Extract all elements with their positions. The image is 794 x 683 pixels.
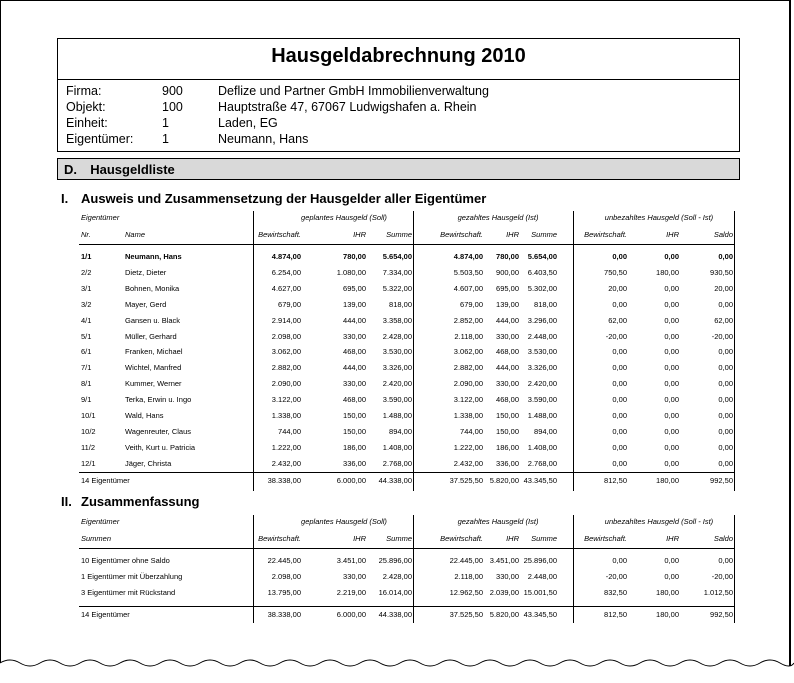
row-value: 894,00 xyxy=(389,426,412,436)
info-value: Neumann, Hans xyxy=(218,132,309,146)
info-label: Einheit: xyxy=(66,116,108,130)
row-value: 2.882,00 xyxy=(271,363,301,373)
row-value: 186,00 xyxy=(496,442,519,452)
row-nr: 10/2 xyxy=(81,426,96,436)
row-value: 2.428,00 xyxy=(382,572,412,581)
total-value: 43.345,50 xyxy=(523,610,557,619)
row-value: 2.118,00 xyxy=(454,331,483,341)
row-value: 5.322,00 xyxy=(382,283,412,293)
row-value: 679,00 xyxy=(278,299,301,309)
row-value: 0,00 xyxy=(664,556,679,565)
row-value: 0,00 xyxy=(612,556,627,565)
row-value: 5.654,00 xyxy=(382,252,412,261)
row-nr: 6/1 xyxy=(81,347,92,357)
owners-table xyxy=(79,211,735,491)
row-value: 15.001,50 xyxy=(523,588,557,597)
row-value: 2.420,00 xyxy=(382,379,412,389)
row-value: 2.914,00 xyxy=(271,315,301,325)
total-value: 992,50 xyxy=(710,610,733,619)
row-value: 180,00 xyxy=(656,267,679,277)
row-value: 13.795,00 xyxy=(267,588,301,597)
total-label: 14 Eigentümer xyxy=(81,475,130,485)
col-group-ist: gezahltes Hausgeld (Ist) xyxy=(457,517,539,526)
row-value: 444,00 xyxy=(343,315,366,325)
row-value: 150,00 xyxy=(496,411,519,420)
total-value: 37.525,50 xyxy=(449,475,483,485)
total-value: 38.338,00 xyxy=(267,610,301,619)
row-name: Müller, Gerhard xyxy=(125,331,177,341)
row-name: Wald, Hans xyxy=(125,411,164,420)
col-header: Bewirtschaft. xyxy=(440,230,483,239)
row-value: 330,00 xyxy=(496,331,519,341)
row-value: 894,00 xyxy=(534,426,557,436)
col-header: IHR xyxy=(666,534,679,543)
col-group-diff: unbezahltes Hausgeld (Soll - Ist) xyxy=(604,213,714,222)
col-header: Saldo xyxy=(713,230,733,239)
row-nr: 7/1 xyxy=(81,363,92,373)
row-value: 3.326,00 xyxy=(382,363,412,373)
row-value: 3.530,00 xyxy=(382,347,412,357)
row-value: 0,00 xyxy=(664,363,679,373)
row-value: 2.098,00 xyxy=(271,331,301,341)
row-value: 0,00 xyxy=(612,411,627,420)
info-value: Deflize und Partner GmbH Immobilienverwaltung xyxy=(218,84,489,98)
row-label: 1 Eigentümer mit Überzahlung xyxy=(81,572,183,581)
row-value: 2.219,00 xyxy=(336,588,366,597)
row-value: 22.445,00 xyxy=(267,556,301,565)
row-value: -20,00 xyxy=(711,331,733,341)
row-value: 0,00 xyxy=(664,426,679,436)
row-value: 0,00 xyxy=(664,395,679,405)
col-header: Summe xyxy=(531,534,557,543)
row-value: 0,00 xyxy=(718,556,733,565)
row-value: 0,00 xyxy=(612,442,627,452)
row-value: 0,00 xyxy=(664,379,679,389)
total-value: 43.345,50 xyxy=(523,475,557,485)
part2-number: II. xyxy=(61,494,72,509)
total-value: 180,00 xyxy=(656,475,679,485)
row-value: 1.222,00 xyxy=(271,442,301,452)
col-header: IHR xyxy=(353,230,366,239)
row-value: 744,00 xyxy=(460,426,483,436)
row-nr: 9/1 xyxy=(81,395,92,405)
row-value: 4.874,00 xyxy=(453,252,483,261)
row-value: 0,00 xyxy=(664,252,679,261)
row-value: 0,00 xyxy=(612,299,627,309)
row-value: 2.448,00 xyxy=(527,572,557,581)
row-value: 1.222,00 xyxy=(453,442,483,452)
row-value: 6.403,50 xyxy=(527,267,557,277)
total-value: 180,00 xyxy=(656,610,679,619)
torn-edge xyxy=(0,653,794,683)
row-value: 0,00 xyxy=(664,299,679,309)
row-value: 1.408,00 xyxy=(382,442,412,452)
row-value: 150,00 xyxy=(343,411,366,420)
row-value: 0,00 xyxy=(718,426,733,436)
row-nr: 3/2 xyxy=(81,299,92,309)
row-value: 25.896,00 xyxy=(523,556,557,565)
row-value: 695,00 xyxy=(343,283,366,293)
row-value: 0,00 xyxy=(664,411,679,420)
col-header: Bewirtschaft. xyxy=(584,534,627,543)
row-value: 695,00 xyxy=(496,283,519,293)
info-label: Firma: xyxy=(66,84,102,98)
row-value: 16.014,00 xyxy=(378,588,412,597)
info-value: Laden, EG xyxy=(218,116,278,130)
row-name: Bohnen, Monika xyxy=(125,283,180,293)
row-name: Mayer, Gerd xyxy=(125,299,167,309)
row-value: 0,00 xyxy=(718,347,733,357)
row-value: 3.296,00 xyxy=(527,315,557,325)
section-letter: D. xyxy=(64,162,77,177)
row-value: 3.451,00 xyxy=(336,556,366,565)
total-value: 6.000,00 xyxy=(336,475,366,485)
row-value: 330,00 xyxy=(343,572,366,581)
row-value: 744,00 xyxy=(278,426,301,436)
row-value: 12.962,50 xyxy=(449,588,483,597)
info-label: Objekt: xyxy=(66,100,106,114)
row-value: 0,00 xyxy=(664,458,679,468)
row-value: 0,00 xyxy=(664,331,679,341)
col-header: Saldo xyxy=(713,534,733,543)
info-label: Eigentümer: xyxy=(66,132,134,146)
info-value: Hauptstraße 47, 67067 Ludwigshafen a. Rhein xyxy=(218,100,477,114)
row-value: 1.012,50 xyxy=(703,588,733,597)
row-nr: 4/1 xyxy=(81,315,92,325)
row-value: 2.420,00 xyxy=(527,379,557,389)
row-nr: 12/1 xyxy=(81,458,96,468)
row-value: 0,00 xyxy=(718,252,733,261)
row-value: 468,00 xyxy=(343,347,366,357)
row-value: 2.432,00 xyxy=(271,458,301,468)
row-value: 336,00 xyxy=(496,458,519,468)
row-nr: 5/1 xyxy=(81,331,92,341)
row-value: 330,00 xyxy=(343,331,366,341)
row-name: Wichtel, Manfred xyxy=(125,363,182,373)
summary-table xyxy=(79,515,735,623)
row-value: 444,00 xyxy=(496,315,519,325)
row-value: 1.338,00 xyxy=(453,411,483,420)
row-value: 818,00 xyxy=(389,299,412,309)
row-value: 468,00 xyxy=(496,347,519,357)
info-code: 1 xyxy=(162,132,169,146)
total-rule xyxy=(79,472,735,473)
total-label: 14 Eigentümer xyxy=(81,610,130,619)
part1-heading xyxy=(61,191,486,206)
section-title: Hausgeldliste xyxy=(90,162,175,177)
header-divider xyxy=(58,79,739,80)
info-code: 1 xyxy=(162,116,169,130)
section-bar xyxy=(57,158,740,180)
row-value: 0,00 xyxy=(612,458,627,468)
row-name: Dietz, Dieter xyxy=(125,267,167,277)
row-value: 0,00 xyxy=(718,299,733,309)
row-value: 3.062,00 xyxy=(271,347,301,357)
row-value: 0,00 xyxy=(612,395,627,405)
row-value: 2.039,00 xyxy=(489,588,519,597)
row-value: 750,50 xyxy=(604,267,627,277)
row-value: 4.874,00 xyxy=(271,252,301,261)
total-rule xyxy=(79,606,735,607)
total-value: 38.338,00 xyxy=(267,475,301,485)
row-value: 468,00 xyxy=(496,395,519,405)
row-value: 22.445,00 xyxy=(449,556,483,565)
col-header: Bewirtschaft. xyxy=(584,230,627,239)
col-summen: Summen xyxy=(81,534,112,543)
row-value: 3.122,00 xyxy=(453,395,483,405)
row-name: Franken, Michael xyxy=(125,347,183,357)
row-name: Neumann, Hans xyxy=(125,252,182,261)
row-value: 1.488,00 xyxy=(527,411,557,420)
col-nr: Nr. xyxy=(81,230,91,239)
total-value: 44.338,00 xyxy=(378,610,412,619)
row-nr: 1/1 xyxy=(81,252,92,261)
col-group-diff: unbezahltes Hausgeld (Soll - Ist) xyxy=(604,517,714,526)
row-value: 0,00 xyxy=(664,315,679,325)
row-value: 180,00 xyxy=(656,588,679,597)
total-value: 44.338,00 xyxy=(378,475,412,485)
row-value: 150,00 xyxy=(343,426,366,436)
row-value: 2.768,00 xyxy=(382,458,412,468)
row-value: 5.654,00 xyxy=(527,252,557,261)
info-code: 100 xyxy=(162,100,183,114)
col-header: Bewirtschaft. xyxy=(258,534,301,543)
row-value: 3.590,00 xyxy=(382,395,412,405)
row-nr: 8/1 xyxy=(81,379,92,389)
row-value: 2.090,00 xyxy=(271,379,301,389)
row-value: -20,00 xyxy=(605,331,627,341)
row-value: 0,00 xyxy=(612,426,627,436)
total-value: 6.000,00 xyxy=(336,610,366,619)
row-value: 3.326,00 xyxy=(527,363,557,373)
col-header: Summe xyxy=(531,230,557,239)
col-header: Summe xyxy=(386,534,412,543)
row-value: 20,00 xyxy=(608,283,627,293)
row-value: 0,00 xyxy=(612,347,627,357)
row-name: Wagenreuter, Claus xyxy=(125,426,192,436)
part1-title: Ausweis und Zusammensetzung der Hausgelder aller Eigentümer xyxy=(81,191,487,206)
row-value: 930,50 xyxy=(710,267,733,277)
row-value: -20,00 xyxy=(711,572,733,581)
row-label: 10 Eigentümer ohne Saldo xyxy=(81,556,170,565)
row-value: 444,00 xyxy=(343,363,366,373)
row-nr: 11/2 xyxy=(81,442,96,452)
row-value: 62,00 xyxy=(608,315,627,325)
column-divider xyxy=(734,211,735,491)
row-value: 3.122,00 xyxy=(271,395,301,405)
row-value: 20,00 xyxy=(714,283,733,293)
col-group-soll: geplantes Hausgeld (Soll) xyxy=(301,517,387,526)
row-value: 3.590,00 xyxy=(527,395,557,405)
row-value: 0,00 xyxy=(664,442,679,452)
row-value: 832,50 xyxy=(604,588,627,597)
row-value: 0,00 xyxy=(718,442,733,452)
row-value: 0,00 xyxy=(612,363,627,373)
row-value: 139,00 xyxy=(496,299,519,309)
row-value: 2.448,00 xyxy=(527,331,557,341)
col-header: IHR xyxy=(506,230,519,239)
row-value: 0,00 xyxy=(612,379,627,389)
row-value: 1.488,00 xyxy=(382,411,412,420)
row-value: 330,00 xyxy=(343,379,366,389)
row-value: 0,00 xyxy=(718,395,733,405)
total-value: 5.820,00 xyxy=(489,610,519,619)
row-value: 25.896,00 xyxy=(378,556,412,565)
row-value: 62,00 xyxy=(714,315,733,325)
row-value: 330,00 xyxy=(496,379,519,389)
header-rule xyxy=(79,548,735,549)
part2-heading xyxy=(61,494,199,509)
row-value: 6.254,00 xyxy=(271,267,301,277)
part1-number: I. xyxy=(61,191,69,206)
row-value: 5.503,50 xyxy=(453,267,483,277)
row-value: 2.852,00 xyxy=(453,315,483,325)
document-title: Hausgeldabrechnung 2010 xyxy=(271,45,526,67)
row-value: 0,00 xyxy=(718,363,733,373)
row-value: 2.882,00 xyxy=(453,363,483,373)
row-value: 3.451,00 xyxy=(489,556,519,565)
row-value: 7.334,00 xyxy=(382,267,412,277)
row-value: 0,00 xyxy=(612,252,627,261)
row-label: 3 Eigentümer mit Rückstand xyxy=(81,588,176,597)
col-group-owner: Eigentümer xyxy=(81,213,120,222)
part2-title: Zusammenfassung xyxy=(81,494,200,509)
col-name: Name xyxy=(125,230,146,239)
row-value: 0,00 xyxy=(664,347,679,357)
row-value: 0,00 xyxy=(718,379,733,389)
row-value: 0,00 xyxy=(718,458,733,468)
total-value: 812,50 xyxy=(604,610,627,619)
total-value: 37.525,50 xyxy=(449,610,483,619)
row-nr: 2/2 xyxy=(81,267,92,277)
row-name: Jäger, Christa xyxy=(125,458,172,468)
row-value: 0,00 xyxy=(664,283,679,293)
row-value: 1.338,00 xyxy=(271,411,301,420)
row-value: 3.062,00 xyxy=(453,347,483,357)
row-nr: 3/1 xyxy=(81,283,92,293)
row-value: 4.607,00 xyxy=(453,283,483,293)
row-value: 444,00 xyxy=(496,363,519,373)
row-value: 2.432,00 xyxy=(453,458,483,468)
row-value: 2.428,00 xyxy=(382,331,412,341)
row-value: 2.090,00 xyxy=(453,379,483,389)
row-nr: 10/1 xyxy=(81,411,96,420)
row-value: 468,00 xyxy=(343,395,366,405)
row-value: 4.627,00 xyxy=(271,283,301,293)
row-value: 1.080,00 xyxy=(336,267,366,277)
row-value: 900,00 xyxy=(496,267,519,277)
info-code: 900 xyxy=(162,84,183,98)
row-value: 679,00 xyxy=(460,299,483,309)
header-box xyxy=(57,38,740,152)
row-value: 0,00 xyxy=(718,411,733,420)
row-value: -20,00 xyxy=(605,572,627,581)
row-value: 330,00 xyxy=(496,572,519,581)
total-value: 992,50 xyxy=(710,475,733,485)
row-value: 336,00 xyxy=(343,458,366,468)
col-header: Summe xyxy=(386,230,412,239)
total-value: 812,50 xyxy=(604,475,627,485)
row-value: 0,00 xyxy=(664,572,679,581)
col-header: Bewirtschaft. xyxy=(258,230,301,239)
row-value: 186,00 xyxy=(343,442,366,452)
row-value: 5.302,00 xyxy=(527,283,557,293)
row-value: 2.768,00 xyxy=(527,458,557,468)
row-value: 3.530,00 xyxy=(527,347,557,357)
col-group-ist: gezahltes Hausgeld (Ist) xyxy=(457,213,539,222)
total-value: 5.820,00 xyxy=(489,475,519,485)
col-header: Bewirtschaft. xyxy=(440,534,483,543)
row-value: 818,00 xyxy=(534,299,557,309)
col-group-owner: Eigentümer xyxy=(81,517,120,526)
header-rule xyxy=(79,244,735,245)
row-value: 2.118,00 xyxy=(454,572,483,581)
col-group-soll: geplantes Hausgeld (Soll) xyxy=(301,213,387,222)
row-value: 1.408,00 xyxy=(527,442,557,452)
col-header: IHR xyxy=(666,230,679,239)
row-value: 780,00 xyxy=(496,252,519,261)
row-value: 780,00 xyxy=(343,252,366,261)
col-header: IHR xyxy=(353,534,366,543)
row-name: Kummer, Werner xyxy=(125,379,182,389)
row-value: 139,00 xyxy=(343,299,366,309)
row-name: Gansen u. Black xyxy=(125,315,181,325)
row-value: 150,00 xyxy=(496,426,519,436)
row-name: Veith, Kurt u. Patricia xyxy=(125,442,196,452)
row-value: 3.358,00 xyxy=(382,315,412,325)
col-header: IHR xyxy=(506,534,519,543)
row-name: Terka, Erwin u. Ingo xyxy=(125,395,192,405)
row-value: 2.098,00 xyxy=(271,572,301,581)
column-divider xyxy=(413,211,414,491)
